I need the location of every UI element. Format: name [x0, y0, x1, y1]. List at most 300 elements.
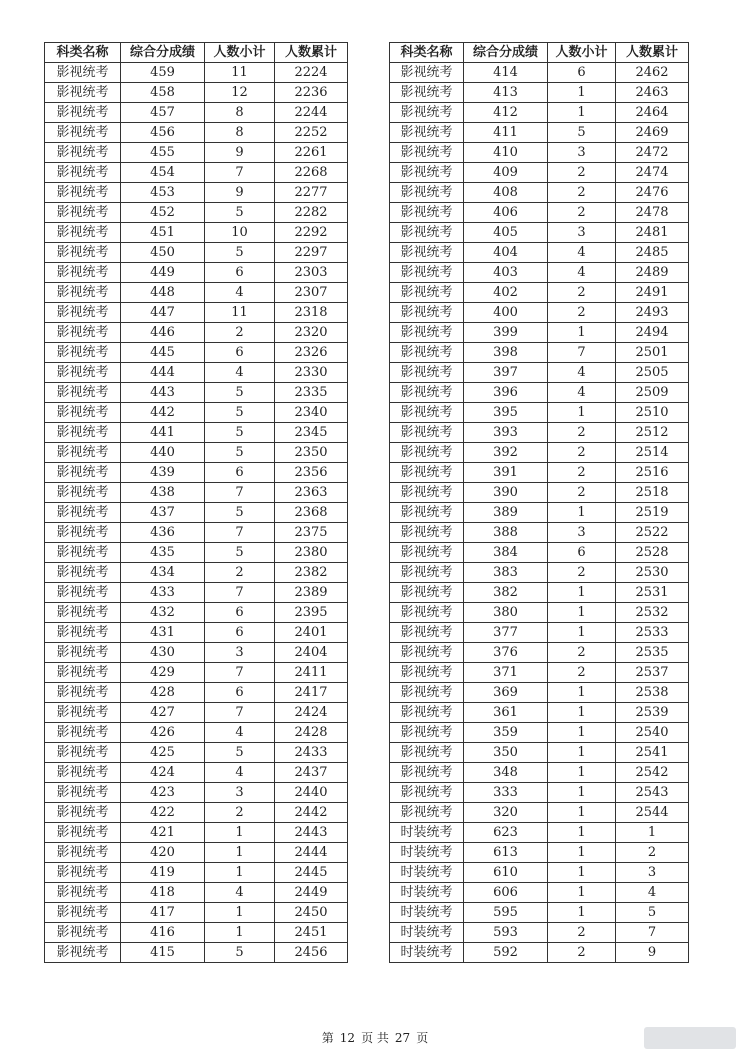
cell-subject: 影视统考 [45, 523, 121, 543]
table-row [390, 743, 689, 763]
cell-score: 361 [464, 703, 548, 723]
cell-cumulative: 2519 [616, 503, 689, 523]
cell-score: 437 [121, 503, 205, 523]
cell-subject: 影视统考 [45, 123, 121, 143]
table-row [390, 803, 689, 823]
cell-score: 623 [464, 823, 548, 843]
cell-score: 448 [121, 283, 205, 303]
table-row [390, 123, 689, 143]
cell-subject: 影视统考 [390, 783, 464, 803]
cell-subject: 影视统考 [45, 463, 121, 483]
cell-count: 6 [205, 343, 275, 363]
cell-count: 4 [548, 263, 616, 283]
cell-score: 425 [121, 743, 205, 763]
cell-cumulative: 2485 [616, 243, 689, 263]
cell-score: 455 [121, 143, 205, 163]
header-score: 综合分成绩 [121, 43, 205, 63]
cell-cumulative: 2292 [275, 223, 348, 243]
cell-score: 450 [121, 243, 205, 263]
cell-cumulative: 2297 [275, 243, 348, 263]
cell-cumulative: 2544 [616, 803, 689, 823]
cell-score: 447 [121, 303, 205, 323]
table-row [45, 723, 348, 743]
header-count: 人数小计 [205, 43, 275, 63]
cell-score: 453 [121, 183, 205, 203]
cell-subject: 影视统考 [390, 643, 464, 663]
cell-score: 369 [464, 683, 548, 703]
table-row [45, 663, 348, 683]
cell-count: 2 [548, 643, 616, 663]
header-cumulative: 人数累计 [275, 43, 348, 63]
cell-count: 5 [548, 123, 616, 143]
cell-score: 409 [464, 163, 548, 183]
cell-count: 4 [548, 243, 616, 263]
cell-score: 397 [464, 363, 548, 383]
cell-cumulative: 2537 [616, 663, 689, 683]
cell-count: 7 [205, 523, 275, 543]
cell-subject: 影视统考 [45, 803, 121, 823]
cell-score: 376 [464, 643, 548, 663]
cell-count: 1 [205, 843, 275, 863]
cell-cumulative: 1 [616, 823, 689, 843]
table-row [390, 563, 689, 583]
cell-cumulative: 2528 [616, 543, 689, 563]
cell-count: 2 [548, 283, 616, 303]
cell-count: 2 [205, 803, 275, 823]
cell-cumulative: 2345 [275, 423, 348, 443]
cell-score: 451 [121, 223, 205, 243]
cell-count: 3 [548, 143, 616, 163]
table-row [390, 163, 689, 183]
cell-score: 392 [464, 443, 548, 463]
table-row [390, 523, 689, 543]
cell-cumulative: 2268 [275, 163, 348, 183]
table-row [390, 603, 689, 623]
table-row [45, 883, 348, 903]
total-pages: 27 [394, 1031, 411, 1045]
table-row [390, 183, 689, 203]
cell-subject: 时装统考 [390, 923, 464, 943]
cell-cumulative: 2493 [616, 303, 689, 323]
cell-subject: 影视统考 [45, 543, 121, 563]
table-row [390, 783, 689, 803]
cell-count: 2 [548, 443, 616, 463]
table-row [45, 703, 348, 723]
cell-count: 1 [548, 823, 616, 843]
cell-cumulative: 2491 [616, 283, 689, 303]
table-row [45, 163, 348, 183]
cell-score: 384 [464, 543, 548, 563]
table-row [390, 863, 689, 883]
table-row [390, 623, 689, 643]
cell-score: 593 [464, 923, 548, 943]
cell-cumulative: 2442 [275, 803, 348, 823]
cell-subject: 影视统考 [390, 703, 464, 723]
cell-score: 414 [464, 63, 548, 83]
cell-count: 12 [205, 83, 275, 103]
cell-score: 320 [464, 803, 548, 823]
cell-cumulative: 2428 [275, 723, 348, 743]
table-row [45, 823, 348, 843]
cell-cumulative: 2401 [275, 623, 348, 643]
cell-subject: 影视统考 [390, 723, 464, 743]
cell-score: 421 [121, 823, 205, 843]
cell-score: 398 [464, 343, 548, 363]
table-row [390, 643, 689, 663]
cell-subject: 影视统考 [390, 683, 464, 703]
table-row [390, 363, 689, 383]
cell-count: 1 [205, 823, 275, 843]
cell-cumulative: 2382 [275, 563, 348, 583]
cell-subject: 影视统考 [45, 943, 121, 963]
cell-cumulative: 2474 [616, 163, 689, 183]
cell-score: 383 [464, 563, 548, 583]
cell-count: 5 [205, 203, 275, 223]
cell-cumulative: 2449 [275, 883, 348, 903]
cell-score: 433 [121, 583, 205, 603]
cell-subject: 影视统考 [390, 223, 464, 243]
cell-cumulative: 2532 [616, 603, 689, 623]
cell-subject: 时装统考 [390, 903, 464, 923]
cell-count: 3 [548, 223, 616, 243]
cell-score: 431 [121, 623, 205, 643]
table-row [390, 383, 689, 403]
cell-count: 2 [548, 303, 616, 323]
table-row [390, 943, 689, 963]
cell-subject: 影视统考 [45, 903, 121, 923]
cell-score: 382 [464, 583, 548, 603]
table-row [390, 683, 689, 703]
cell-score: 391 [464, 463, 548, 483]
table-row [45, 83, 348, 103]
cell-cumulative: 2456 [275, 943, 348, 963]
cell-count: 1 [548, 323, 616, 343]
cell-score: 410 [464, 143, 548, 163]
cell-cumulative: 2540 [616, 723, 689, 743]
cell-count: 1 [548, 723, 616, 743]
cell-subject: 影视统考 [390, 143, 464, 163]
cell-cumulative: 2451 [275, 923, 348, 943]
score-table-left [44, 42, 348, 963]
table-row [390, 303, 689, 323]
table-row [45, 263, 348, 283]
cell-count: 6 [205, 683, 275, 703]
cell-score: 389 [464, 503, 548, 523]
cell-subject: 影视统考 [45, 723, 121, 743]
cell-cumulative: 2395 [275, 603, 348, 623]
cell-score: 395 [464, 403, 548, 423]
table-row [390, 83, 689, 103]
cell-subject: 影视统考 [390, 523, 464, 543]
table-row [45, 223, 348, 243]
cell-cumulative: 2320 [275, 323, 348, 343]
cell-count: 7 [205, 483, 275, 503]
cell-score: 446 [121, 323, 205, 343]
cell-count: 2 [205, 563, 275, 583]
cell-cumulative: 2440 [275, 783, 348, 803]
cell-cumulative: 2505 [616, 363, 689, 383]
cell-score: 408 [464, 183, 548, 203]
table-row [45, 283, 348, 303]
cell-subject: 影视统考 [390, 483, 464, 503]
table-row [45, 523, 348, 543]
cell-score: 390 [464, 483, 548, 503]
table-row [390, 203, 689, 223]
cell-score: 377 [464, 623, 548, 643]
cell-subject: 影视统考 [390, 303, 464, 323]
table-row [390, 103, 689, 123]
table-row [390, 243, 689, 263]
cell-subject: 影视统考 [45, 103, 121, 123]
table-row [390, 843, 689, 863]
cell-cumulative: 2433 [275, 743, 348, 763]
cell-cumulative: 2464 [616, 103, 689, 123]
cell-count: 6 [205, 463, 275, 483]
header-subject: 科类名称 [45, 43, 121, 63]
cell-subject: 影视统考 [45, 623, 121, 643]
cell-subject: 影视统考 [45, 423, 121, 443]
table-row [390, 423, 689, 443]
cell-score: 424 [121, 763, 205, 783]
cell-score: 457 [121, 103, 205, 123]
cell-count: 4 [205, 883, 275, 903]
cell-subject: 影视统考 [45, 223, 121, 243]
cell-subject: 影视统考 [45, 63, 121, 83]
table-row [390, 283, 689, 303]
cell-cumulative: 2 [616, 843, 689, 863]
cell-count: 2 [548, 663, 616, 683]
cell-subject: 影视统考 [390, 763, 464, 783]
table-row [390, 583, 689, 603]
table-row [45, 323, 348, 343]
cell-score: 348 [464, 763, 548, 783]
table-row [390, 463, 689, 483]
cell-count: 3 [205, 643, 275, 663]
cell-cumulative: 2478 [616, 203, 689, 223]
table-row [45, 923, 348, 943]
table-row [45, 603, 348, 623]
cell-cumulative: 2340 [275, 403, 348, 423]
cell-count: 2 [548, 163, 616, 183]
cell-score: 388 [464, 523, 548, 543]
cell-cumulative: 2463 [616, 83, 689, 103]
cell-subject: 时装统考 [390, 943, 464, 963]
cell-cumulative: 2476 [616, 183, 689, 203]
cell-subject: 影视统考 [45, 263, 121, 283]
cell-cumulative: 2380 [275, 543, 348, 563]
cell-score: 418 [121, 883, 205, 903]
cell-subject: 影视统考 [45, 923, 121, 943]
cell-subject: 影视统考 [390, 63, 464, 83]
cell-subject: 影视统考 [390, 383, 464, 403]
cell-score: 435 [121, 543, 205, 563]
cell-score: 606 [464, 883, 548, 903]
cell-count: 3 [205, 783, 275, 803]
cell-cumulative: 2318 [275, 303, 348, 323]
cell-score: 350 [464, 743, 548, 763]
cell-score: 452 [121, 203, 205, 223]
cell-score: 417 [121, 903, 205, 923]
cell-cumulative: 2538 [616, 683, 689, 703]
cell-subject: 影视统考 [390, 363, 464, 383]
cell-cumulative: 2330 [275, 363, 348, 383]
cell-cumulative: 2531 [616, 583, 689, 603]
table-row [45, 843, 348, 863]
table-row [390, 503, 689, 523]
cell-cumulative: 2363 [275, 483, 348, 503]
cell-count: 9 [205, 183, 275, 203]
table-row [390, 903, 689, 923]
cell-count: 1 [548, 703, 616, 723]
table-row [45, 183, 348, 203]
cell-count: 1 [548, 883, 616, 903]
cell-score: 402 [464, 283, 548, 303]
cell-count: 2 [548, 423, 616, 443]
cell-cumulative: 9 [616, 943, 689, 963]
cell-score: 430 [121, 643, 205, 663]
table-row [390, 823, 689, 843]
table-row [45, 243, 348, 263]
cell-cumulative: 2307 [275, 283, 348, 303]
cell-subject: 影视统考 [45, 483, 121, 503]
cell-cumulative: 2356 [275, 463, 348, 483]
cell-cumulative: 2252 [275, 123, 348, 143]
header-subject: 科类名称 [390, 43, 464, 63]
cell-cumulative: 2389 [275, 583, 348, 603]
cell-count: 1 [548, 83, 616, 103]
cell-count: 4 [205, 723, 275, 743]
cell-count: 3 [548, 523, 616, 543]
page-footer [0, 1029, 750, 1046]
table-row [45, 443, 348, 463]
cell-count: 2 [548, 563, 616, 583]
cell-cumulative: 2417 [275, 683, 348, 703]
table-row [45, 803, 348, 823]
cell-count: 5 [205, 243, 275, 263]
table-row [45, 863, 348, 883]
cell-subject: 时装统考 [390, 823, 464, 843]
cell-count: 1 [548, 403, 616, 423]
cell-score: 426 [121, 723, 205, 743]
table-row [45, 403, 348, 423]
cell-subject: 时装统考 [390, 883, 464, 903]
cell-cumulative: 2244 [275, 103, 348, 123]
cell-score: 610 [464, 863, 548, 883]
table-row [390, 723, 689, 743]
cell-score: 411 [464, 123, 548, 143]
cell-cumulative: 2303 [275, 263, 348, 283]
cell-cumulative: 2509 [616, 383, 689, 403]
cell-subject: 影视统考 [45, 583, 121, 603]
cell-count: 10 [205, 223, 275, 243]
cell-cumulative: 2368 [275, 503, 348, 523]
cell-cumulative: 2375 [275, 523, 348, 543]
cell-subject: 影视统考 [45, 183, 121, 203]
cell-count: 2 [205, 323, 275, 343]
cell-subject: 影视统考 [390, 243, 464, 263]
cell-subject: 影视统考 [390, 423, 464, 443]
table-row [45, 143, 348, 163]
table-row [390, 883, 689, 903]
cell-subject: 影视统考 [45, 343, 121, 363]
cell-subject: 影视统考 [45, 643, 121, 663]
cell-count: 1 [205, 903, 275, 923]
cell-cumulative: 2469 [616, 123, 689, 143]
cell-score: 333 [464, 783, 548, 803]
cell-count: 4 [205, 763, 275, 783]
table-row [390, 483, 689, 503]
cell-score: 405 [464, 223, 548, 243]
cell-subject: 影视统考 [45, 843, 121, 863]
cell-count: 1 [548, 683, 616, 703]
cell-score: 434 [121, 563, 205, 583]
table-row [45, 763, 348, 783]
cell-subject: 影视统考 [45, 683, 121, 703]
cell-score: 438 [121, 483, 205, 503]
cell-cumulative: 2350 [275, 443, 348, 463]
cell-subject: 时装统考 [390, 843, 464, 863]
table-row [45, 103, 348, 123]
cell-score: 449 [121, 263, 205, 283]
cell-count: 6 [205, 623, 275, 643]
cell-count: 5 [205, 943, 275, 963]
table-row [45, 343, 348, 363]
table-row [45, 203, 348, 223]
cell-cumulative: 2335 [275, 383, 348, 403]
cell-score: 592 [464, 943, 548, 963]
cell-subject: 影视统考 [45, 783, 121, 803]
cell-cumulative: 2535 [616, 643, 689, 663]
cell-score: 441 [121, 423, 205, 443]
cell-score: 419 [121, 863, 205, 883]
footer-prefix: 第 [321, 1031, 334, 1045]
table-row [390, 443, 689, 463]
cell-subject: 影视统考 [390, 543, 464, 563]
cell-subject: 影视统考 [390, 583, 464, 603]
cell-subject: 影视统考 [45, 143, 121, 163]
cell-score: 458 [121, 83, 205, 103]
header-cumulative: 人数累计 [616, 43, 689, 63]
cell-cumulative: 2411 [275, 663, 348, 683]
cell-score: 445 [121, 343, 205, 363]
cell-subject: 影视统考 [45, 203, 121, 223]
table-row [390, 703, 689, 723]
cell-subject: 影视统考 [45, 503, 121, 523]
table-row [45, 903, 348, 923]
cell-count: 6 [205, 263, 275, 283]
cell-count: 1 [548, 623, 616, 643]
cell-cumulative: 2481 [616, 223, 689, 243]
cell-score: 459 [121, 63, 205, 83]
table-row [390, 403, 689, 423]
cell-count: 5 [205, 443, 275, 463]
table-row [45, 543, 348, 563]
cell-subject: 影视统考 [45, 303, 121, 323]
cell-count: 5 [205, 503, 275, 523]
cell-cumulative: 2282 [275, 203, 348, 223]
cell-count: 1 [548, 863, 616, 883]
cell-cumulative: 2514 [616, 443, 689, 463]
cell-cumulative: 4 [616, 883, 689, 903]
cell-subject: 影视统考 [390, 463, 464, 483]
cell-subject: 影视统考 [45, 323, 121, 343]
cell-subject: 影视统考 [390, 203, 464, 223]
cell-cumulative: 2522 [616, 523, 689, 543]
cell-subject: 影视统考 [390, 163, 464, 183]
cell-count: 7 [548, 343, 616, 363]
cell-cumulative: 2404 [275, 643, 348, 663]
cell-count: 1 [548, 843, 616, 863]
